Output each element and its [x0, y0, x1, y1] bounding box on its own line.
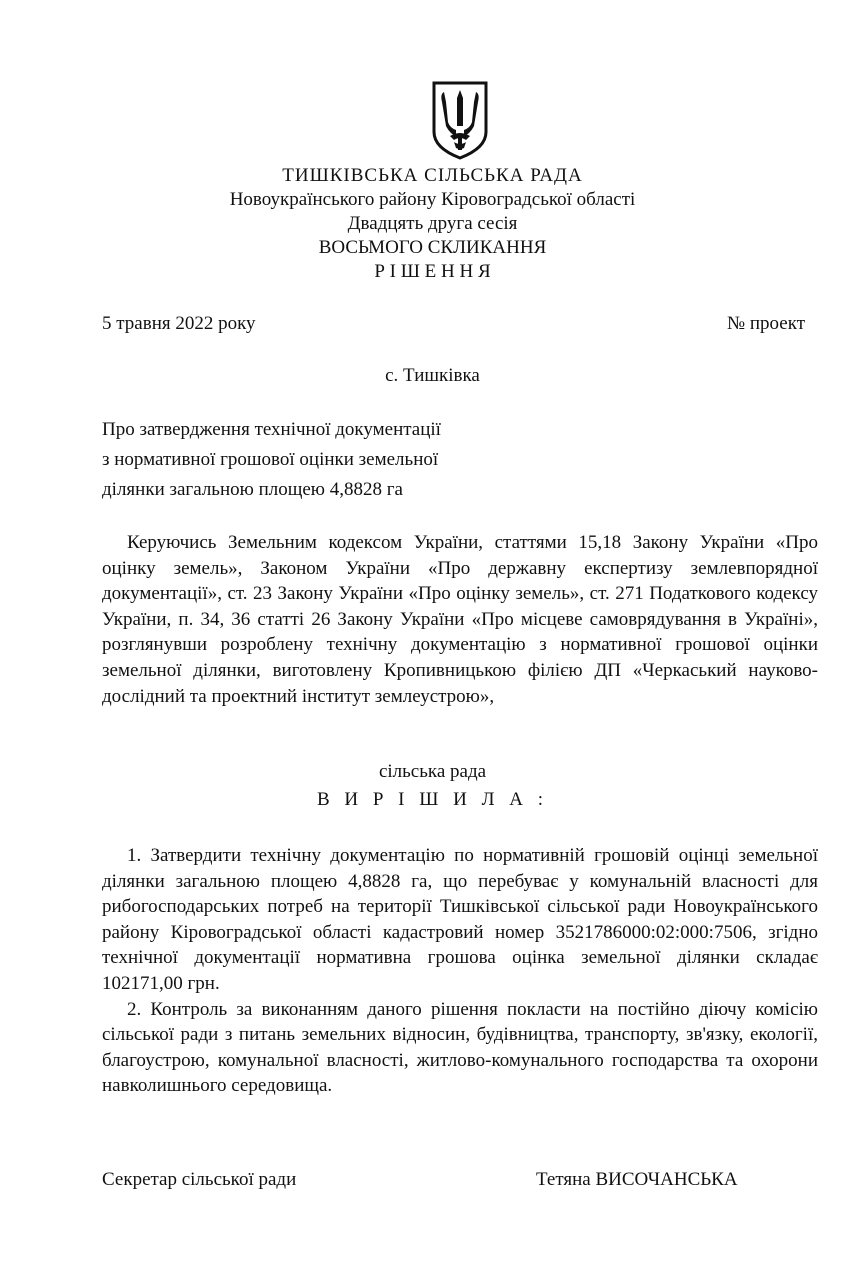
decision-number: № проект: [727, 313, 805, 334]
preamble-text: Керуючись Земельним кодексом України, статтями 15,18 Закону України «Про оцінку земель», Законом України «Про державну експертизу землевпорядної документації», ст. 23 Закону України «Про оцінку земель», ст. 271 Податкового кодексу України, п. 34, 36 статті 26 Закону України «Про місцеве самоврядування в Україні», розглянувши розроблену технічну документацію з нормативної грошової оцінки земельної ділянки, виготовлену Кропивницькою філією ДП «Черкаський науково-дослідний та проектний інститут землеустрою»,: [102, 532, 818, 707]
decision-verb: В И Р І Ш И Л А :: [316, 789, 549, 810]
place-line: с. Тишківка: [385, 365, 480, 386]
decision-item: 2. Контроль за виконанням даного рішення покласти на постійно діючу комісію сільської ради з питань земельних відносин, будівництва, транспорту, зв'язку, екології, благоустрою, комунальної власності, житлово-комунального господарства та охорони навколишнього середовища.: [102, 998, 818, 1097]
decision-item: 1. Затвердити технічну документацію по нормативній грошовій оцінці земельної ділянки загальною площею 4,8828 га, що перебуває у комунальній власності для рибогосподарських потреб на території Тишківської сільської ради Новоукраїнського району Кіровоградської області кадастровий номер 3521786000:02:000:7506, згідно технічної документації нормативна грошова оцінка земельної ділянки складає 102171,00 грн.: [102, 845, 818, 994]
council-name: ТИШКІВСЬКА СІЛЬСЬКА РАДА: [282, 165, 583, 186]
decision-items: [102, 843, 818, 1099]
decision-date: 5 травня 2022 року: [102, 313, 256, 334]
subject-line-3: ділянки загальною площею 4,8828 га: [102, 479, 403, 500]
signature-name: Тетяна ВИСОЧАНСЬКА: [536, 1169, 738, 1190]
region-line: Новоукраїнського району Кіровоградської області: [229, 189, 636, 210]
subject-line-2: з нормативної грошової оцінки земельної: [102, 449, 439, 470]
preamble-block: [102, 530, 818, 709]
subject-line-1: Про затвердження технічної документації: [102, 419, 441, 440]
coat-of-arms-icon: [430, 80, 490, 160]
document-type: Р І Ш Е Н Н Я: [374, 261, 491, 282]
convocation-line: ВОСЬМОГО СКЛИКАННЯ: [318, 237, 547, 258]
signature-position: Секретар сільської ради: [102, 1169, 297, 1190]
decision-body: сільська рада: [378, 761, 487, 782]
session-line: Двадцять друга сесія: [347, 213, 518, 234]
